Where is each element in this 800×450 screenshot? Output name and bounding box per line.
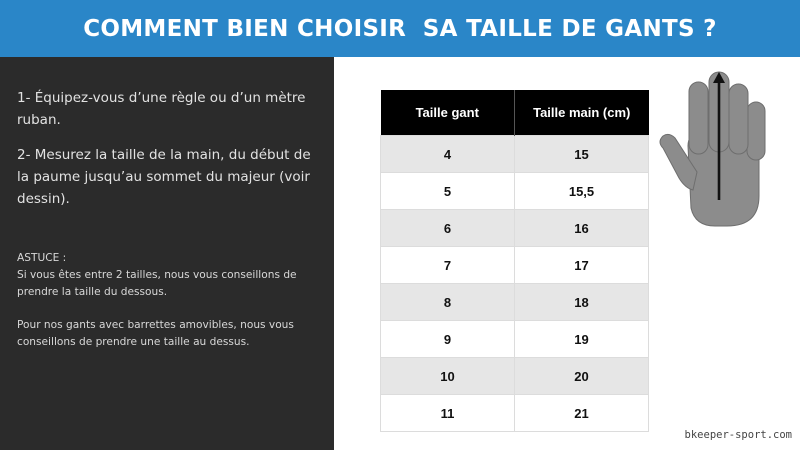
hand-size-cell: 15 (515, 136, 649, 173)
tip-text-1: Si vous êtes entre 2 tailles, nous vous conseillons de prendre la taille du dessous. (17, 269, 297, 298)
page-title: COMMENT BIEN CHOISIR SA TAILLE DE GANTS ? (83, 15, 717, 42)
table-row (381, 210, 649, 247)
hand-size-cell: 16 (515, 210, 649, 247)
instruction-step-2: 2- Mesurez la taille de la main, du début de la paume jusqu’au sommet du majeur (voir dessin). (17, 147, 311, 207)
glove-size-cell: 7 (381, 247, 515, 284)
hand-measure-icon (655, 68, 770, 233)
glove-size-cell: 9 (381, 321, 515, 358)
glove-size-cell: 10 (381, 358, 515, 395)
table-row (381, 395, 649, 432)
glove-size-cell: 11 (381, 395, 515, 432)
size-table (380, 90, 649, 432)
column-header-glove-size: Taille gant (381, 90, 515, 136)
hand-size-cell: 20 (515, 358, 649, 395)
table-row (381, 136, 649, 173)
table-row (381, 284, 649, 321)
tip-title: ASTUCE : (17, 252, 67, 264)
glove-size-cell: 4 (381, 136, 515, 173)
hand-size-cell: 15,5 (515, 173, 649, 210)
table-row (381, 358, 649, 395)
table-row (381, 247, 649, 284)
glove-size-cell: 8 (381, 284, 515, 321)
instruction-step-1: 1- Équipez-vous d’une règle ou d’un mètre ruban. (17, 90, 306, 128)
hand-size-cell: 18 (515, 284, 649, 321)
header-banner (0, 0, 800, 57)
column-header-hand-size: Taille main (cm) (515, 90, 649, 136)
tip-text-2: Pour nos gants avec barrettes amovibles, nous vous conseillons de prendre une taille au dessus. (17, 319, 294, 348)
table-row (381, 173, 649, 210)
hand-size-cell: 17 (515, 247, 649, 284)
hand-size-cell: 21 (515, 395, 649, 432)
table-row (381, 321, 649, 358)
table-header-row (381, 90, 649, 136)
instructions-panel (0, 57, 334, 450)
site-credit: bkeeper-sport.com (684, 429, 792, 441)
glove-size-cell: 6 (381, 210, 515, 247)
hand-size-cell: 19 (515, 321, 649, 358)
glove-size-cell: 5 (381, 173, 515, 210)
